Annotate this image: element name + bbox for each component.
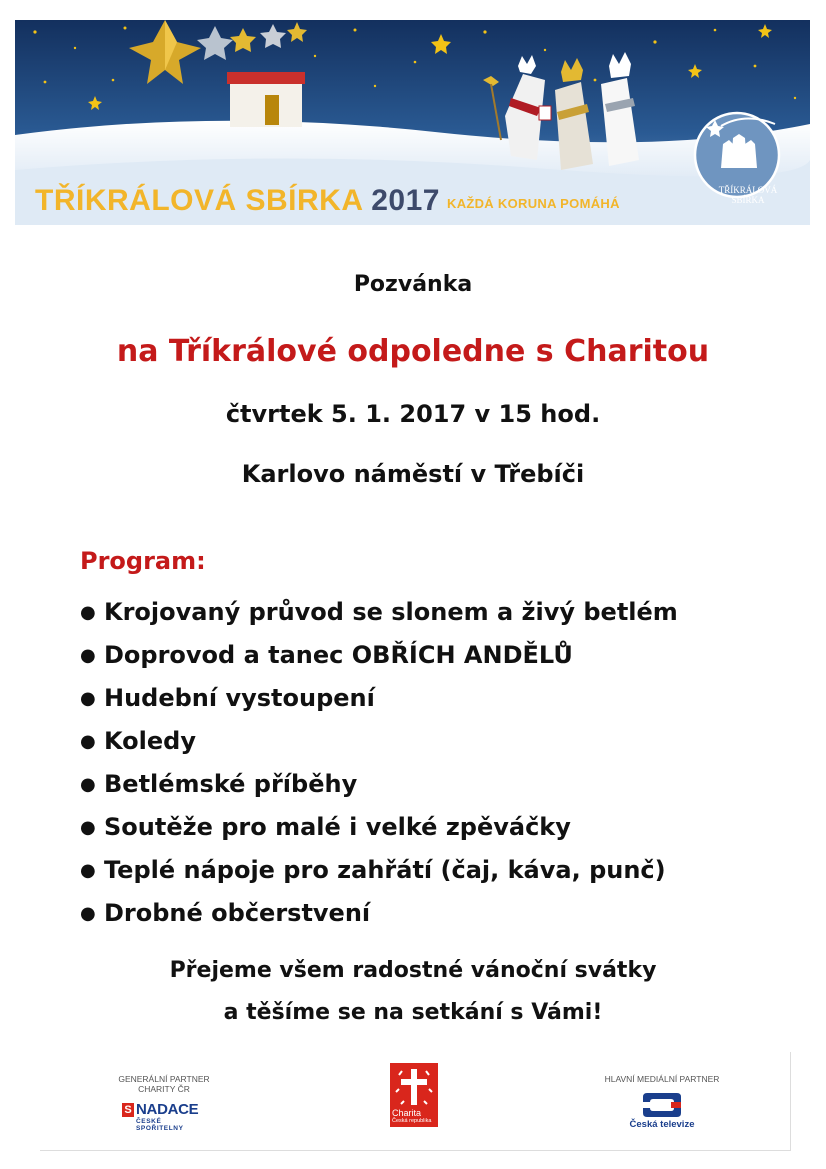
banner-year: 2017 (371, 184, 440, 217)
closing-line-1: Přejeme všem radostné vánoční svátky (169, 958, 657, 983)
event-date: čtvrtek 5. 1. 2017 v 15 hod. (225, 400, 601, 428)
program-title: Program: (80, 547, 206, 575)
program-item: ● Hudební vystoupení (80, 677, 678, 720)
bullet-icon: ● (80, 903, 96, 924)
banner-title: TŘÍKRÁLOVÁ SBÍRKA 2017 (35, 184, 440, 217)
logo-line-1: TŘÍKRÁLOVÁ (718, 185, 778, 195)
media-partner-label: HLAVNÍ MEDIÁLNÍ PARTNER (604, 1074, 720, 1084)
bullet-icon: ● (80, 645, 96, 666)
bullet-icon: ● (80, 860, 96, 881)
program-item: ● Betlémské příběhy (80, 763, 678, 806)
program-item: ● Soutěže pro malé i velké zpěváčky (80, 806, 678, 849)
charita-name: Charita (392, 1108, 422, 1118)
nadace-mark-icon: S (122, 1103, 134, 1117)
bullet-icon: ● (80, 731, 96, 752)
program-list (80, 591, 678, 935)
event-place: Karlovo náměstí v Třebíči (241, 460, 585, 488)
nadace-subtitle: ČESKÉ SPOŘITELNY (136, 1118, 184, 1132)
closing-line-2: a těšíme se na setkání s Vámi! (223, 1000, 603, 1025)
nadace-logo (122, 1101, 206, 1132)
header-banner (15, 20, 810, 225)
event-headline: na Tříkrálové odpoledne s Charitou (116, 334, 710, 369)
bullet-icon: ● (80, 774, 96, 795)
program-item: ● Koledy (80, 720, 678, 763)
program-item: ● Teplé nápoje pro zahřátí (čaj, káva, punč) (80, 849, 678, 892)
ceska-televize-name: Česká televize (629, 1119, 695, 1130)
bullet-icon: ● (80, 602, 96, 623)
banner-slogan: KAŽDÁ KORUNA POMÁHÁ (447, 196, 620, 211)
invitation-label: Pozvánka (353, 272, 473, 297)
bullet-icon: ● (80, 688, 96, 709)
nadace-name: NADACE (136, 1101, 199, 1118)
charita-subtitle: Česká republika (392, 1118, 432, 1124)
ceska-televize-logo-icon (641, 1089, 683, 1121)
logo-line-2: SBÍRKA (731, 195, 765, 205)
bullet-icon: ● (80, 817, 96, 838)
program-item: ● Drobné občerstvení (80, 892, 678, 935)
program-item: ● Doprovod a tanec OBŘÍCH ANDĚLŮ (80, 634, 678, 677)
collection-logo-text (715, 185, 781, 205)
program-item: ● Krojovaný průvod se slonem a živý betlém (80, 591, 678, 634)
general-partner-label: GENERÁLNÍ PARTNER CHARITY ČR (118, 1074, 210, 1094)
